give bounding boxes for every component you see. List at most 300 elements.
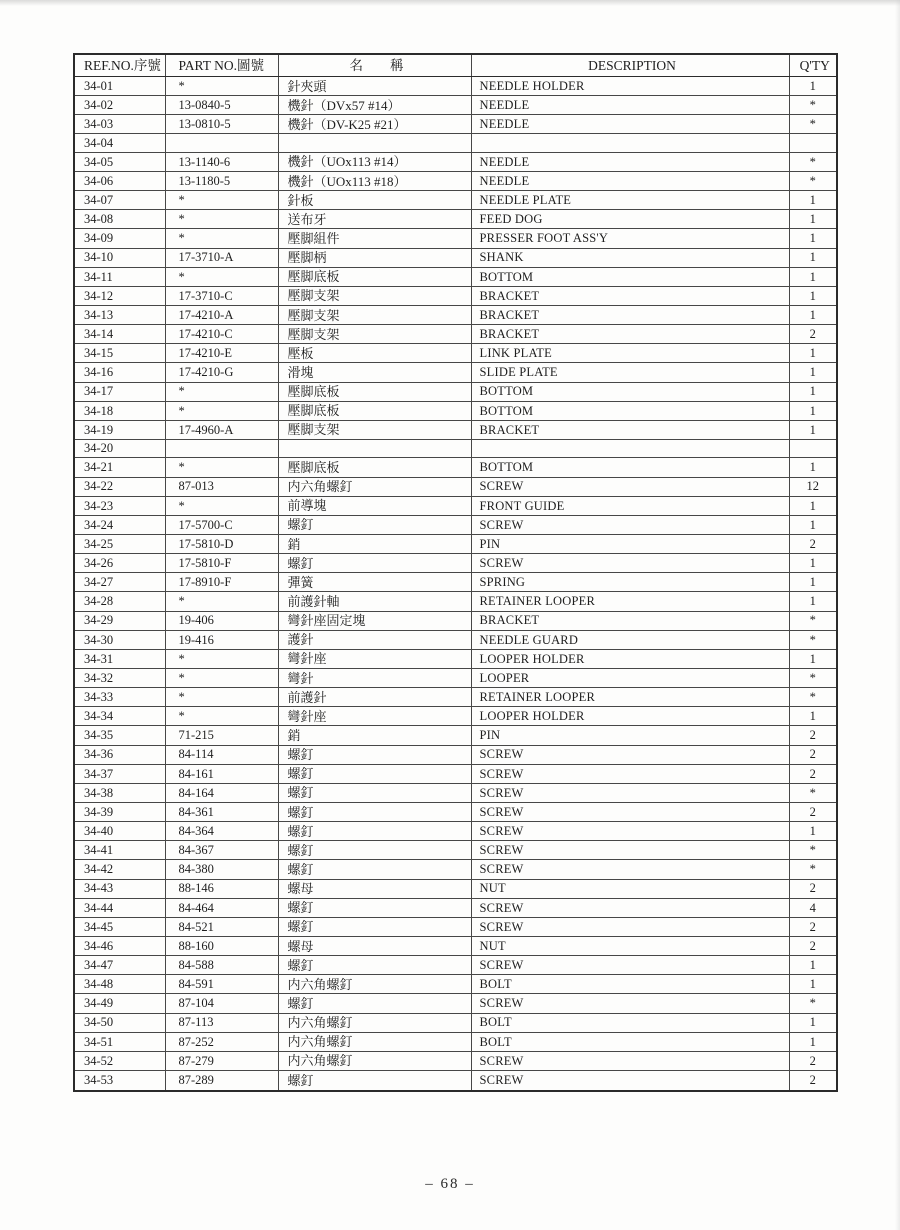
cell-name: 螺釘 bbox=[278, 764, 471, 783]
cell-description: SCREW bbox=[471, 477, 789, 496]
cell-ref-no: 34-21 bbox=[74, 458, 165, 477]
cell-name bbox=[278, 134, 471, 152]
cell-ref-no: 34-05 bbox=[74, 152, 165, 171]
table-row bbox=[74, 783, 837, 802]
table-row bbox=[74, 515, 837, 534]
cell-qty: 1 bbox=[789, 306, 837, 325]
cell-description: BOTTOM bbox=[471, 401, 789, 420]
cell-ref-no: 34-22 bbox=[74, 477, 165, 496]
cell-part-no: 87-113 bbox=[165, 1013, 278, 1032]
cell-ref-no: 34-19 bbox=[74, 420, 165, 439]
table-row bbox=[74, 630, 837, 649]
cell-part-no: * bbox=[165, 669, 278, 688]
cell-part-no: 84-591 bbox=[165, 975, 278, 994]
cell-name: 壓脚支架 bbox=[278, 306, 471, 325]
cell-part-no: 84-161 bbox=[165, 764, 278, 783]
cell-part-no: 84-364 bbox=[165, 822, 278, 841]
cell-description: NEEDLE HOLDER bbox=[471, 77, 789, 96]
cell-name: 内六角螺釘 bbox=[278, 1032, 471, 1051]
cell-name: 内六角螺釘 bbox=[278, 1051, 471, 1070]
cell-part-no: 84-380 bbox=[165, 860, 278, 879]
table-row bbox=[74, 975, 837, 994]
table-row bbox=[74, 592, 837, 611]
table-row bbox=[74, 496, 837, 515]
table-row bbox=[74, 440, 837, 458]
table-row bbox=[74, 477, 837, 496]
cell-qty: * bbox=[789, 172, 837, 191]
cell-description: BRACKET bbox=[471, 420, 789, 439]
cell-name: 壓脚支架 bbox=[278, 286, 471, 305]
cell-ref-no: 34-28 bbox=[74, 592, 165, 611]
cell-description: NEEDLE bbox=[471, 172, 789, 191]
cell-ref-no: 34-08 bbox=[74, 210, 165, 229]
cell-description: SCREW bbox=[471, 764, 789, 783]
cell-qty: 1 bbox=[789, 382, 837, 401]
cell-description bbox=[471, 440, 789, 458]
cell-ref-no: 34-37 bbox=[74, 764, 165, 783]
table-row bbox=[74, 611, 837, 630]
cell-part-no: * bbox=[165, 191, 278, 210]
table-row bbox=[74, 936, 837, 955]
cell-ref-no: 34-26 bbox=[74, 554, 165, 573]
cell-part-no: 87-104 bbox=[165, 994, 278, 1013]
cell-qty: 1 bbox=[789, 554, 837, 573]
table-row bbox=[74, 363, 837, 382]
cell-part-no: 84-588 bbox=[165, 956, 278, 975]
cell-ref-no: 34-06 bbox=[74, 172, 165, 191]
cell-description: LOOPER HOLDER bbox=[471, 649, 789, 668]
cell-qty: * bbox=[789, 860, 837, 879]
cell-description: SCREW bbox=[471, 1051, 789, 1070]
cell-description: BOTTOM bbox=[471, 382, 789, 401]
cell-description: LINK PLATE bbox=[471, 344, 789, 363]
cell-part-no: 13-1180-5 bbox=[165, 172, 278, 191]
cell-name: 壓脚柄 bbox=[278, 248, 471, 267]
cell-description: BOLT bbox=[471, 975, 789, 994]
column-header-part-no: PART NO.圖號 bbox=[165, 54, 278, 77]
cell-name: 螺釘 bbox=[278, 917, 471, 936]
table-row bbox=[74, 917, 837, 936]
cell-qty: 2 bbox=[789, 1070, 837, 1091]
cell-name: 彎針 bbox=[278, 669, 471, 688]
cell-part-no: 84-361 bbox=[165, 803, 278, 822]
cell-part-no: * bbox=[165, 649, 278, 668]
cell-description: SCREW bbox=[471, 554, 789, 573]
cell-qty: * bbox=[789, 783, 837, 802]
cell-ref-no: 34-29 bbox=[74, 611, 165, 630]
scan-edge-shadow-right bbox=[895, 0, 900, 1230]
cell-name: 機針（UOx113 #14） bbox=[278, 152, 471, 171]
cell-description: PRESSER FOOT ASS'Y bbox=[471, 229, 789, 248]
cell-ref-no: 34-42 bbox=[74, 860, 165, 879]
table-row bbox=[74, 1032, 837, 1051]
cell-name: 前導塊 bbox=[278, 496, 471, 515]
table-row bbox=[74, 306, 837, 325]
table-row bbox=[74, 344, 837, 363]
cell-ref-no: 34-03 bbox=[74, 115, 165, 134]
cell-description: PIN bbox=[471, 535, 789, 554]
cell-part-no: 84-114 bbox=[165, 745, 278, 764]
cell-qty: * bbox=[789, 611, 837, 630]
cell-part-no: 13-0840-5 bbox=[165, 96, 278, 115]
cell-part-no: * bbox=[165, 77, 278, 96]
cell-qty: 1 bbox=[789, 515, 837, 534]
parts-table-body bbox=[74, 77, 837, 1092]
cell-qty: * bbox=[789, 96, 837, 115]
cell-qty: 1 bbox=[789, 248, 837, 267]
cell-ref-no: 34-17 bbox=[74, 382, 165, 401]
table-row bbox=[74, 382, 837, 401]
cell-part-no: 17-8910-F bbox=[165, 573, 278, 592]
table-row bbox=[74, 860, 837, 879]
cell-description: SCREW bbox=[471, 515, 789, 534]
table-row bbox=[74, 115, 837, 134]
cell-name: 壓脚支架 bbox=[278, 325, 471, 344]
table-row bbox=[74, 994, 837, 1013]
cell-description: SCREW bbox=[471, 898, 789, 917]
cell-qty: * bbox=[789, 669, 837, 688]
cell-part-no: 17-5810-D bbox=[165, 535, 278, 554]
cell-ref-no: 34-38 bbox=[74, 783, 165, 802]
cell-qty: 1 bbox=[789, 956, 837, 975]
cell-qty: 1 bbox=[789, 420, 837, 439]
cell-name: 螺釘 bbox=[278, 956, 471, 975]
cell-description: SCREW bbox=[471, 994, 789, 1013]
cell-qty: 2 bbox=[789, 325, 837, 344]
cell-qty bbox=[789, 440, 837, 458]
cell-name: 内六角螺釘 bbox=[278, 975, 471, 994]
cell-ref-no: 34-10 bbox=[74, 248, 165, 267]
cell-qty: * bbox=[789, 630, 837, 649]
cell-name: 螺釘 bbox=[278, 860, 471, 879]
cell-ref-no: 34-02 bbox=[74, 96, 165, 115]
cell-part-no: * bbox=[165, 496, 278, 515]
cell-qty: 2 bbox=[789, 535, 837, 554]
cell-qty bbox=[789, 134, 837, 152]
column-header-description: DESCRIPTION bbox=[471, 54, 789, 77]
parts-table bbox=[73, 53, 838, 1092]
cell-description: SCREW bbox=[471, 860, 789, 879]
table-row bbox=[74, 191, 837, 210]
table-row bbox=[74, 898, 837, 917]
cell-qty: 12 bbox=[789, 477, 837, 496]
cell-description: NEEDLE PLATE bbox=[471, 191, 789, 210]
cell-name: 送布牙 bbox=[278, 210, 471, 229]
cell-name: 壓脚底板 bbox=[278, 382, 471, 401]
cell-ref-no: 34-31 bbox=[74, 649, 165, 668]
scan-edge-shadow-top bbox=[0, 0, 900, 6]
cell-name: 螺釘 bbox=[278, 898, 471, 917]
cell-ref-no: 34-53 bbox=[74, 1070, 165, 1091]
table-row bbox=[74, 401, 837, 420]
cell-description: BOLT bbox=[471, 1013, 789, 1032]
cell-qty: 1 bbox=[789, 822, 837, 841]
cell-description: SCREW bbox=[471, 917, 789, 936]
cell-qty: 2 bbox=[789, 726, 837, 745]
cell-part-no: 19-406 bbox=[165, 611, 278, 630]
cell-part-no: 17-4210-A bbox=[165, 306, 278, 325]
table-row bbox=[74, 77, 837, 96]
cell-ref-no: 34-12 bbox=[74, 286, 165, 305]
cell-part-no: 17-5810-F bbox=[165, 554, 278, 573]
table-row bbox=[74, 554, 837, 573]
table-row bbox=[74, 649, 837, 668]
cell-part-no: 87-279 bbox=[165, 1051, 278, 1070]
cell-part-no: * bbox=[165, 688, 278, 707]
cell-description: BRACKET bbox=[471, 286, 789, 305]
cell-qty: 1 bbox=[789, 1032, 837, 1051]
column-header-qty: Q'TY bbox=[789, 54, 837, 77]
cell-description: SCREW bbox=[471, 803, 789, 822]
cell-part-no: 17-4210-C bbox=[165, 325, 278, 344]
cell-qty: 1 bbox=[789, 707, 837, 726]
cell-name: 銷 bbox=[278, 535, 471, 554]
table-row bbox=[74, 420, 837, 439]
cell-qty: 1 bbox=[789, 401, 837, 420]
cell-description bbox=[471, 134, 789, 152]
cell-description: NUT bbox=[471, 879, 789, 898]
cell-name: 内六角螺釘 bbox=[278, 477, 471, 496]
cell-description: BOTTOM bbox=[471, 458, 789, 477]
cell-ref-no: 34-01 bbox=[74, 77, 165, 96]
cell-name: 壓脚底板 bbox=[278, 458, 471, 477]
table-row bbox=[74, 764, 837, 783]
cell-qty: 4 bbox=[789, 898, 837, 917]
cell-qty: 1 bbox=[789, 229, 837, 248]
column-header-ref-no: REF.NO.序號 bbox=[74, 54, 165, 77]
cell-description: RETAINER LOOPER bbox=[471, 592, 789, 611]
cell-ref-no: 34-15 bbox=[74, 344, 165, 363]
cell-description: NEEDLE bbox=[471, 96, 789, 115]
table-row bbox=[74, 707, 837, 726]
cell-qty: 1 bbox=[789, 77, 837, 96]
cell-ref-no: 34-35 bbox=[74, 726, 165, 745]
table-row bbox=[74, 745, 837, 764]
cell-ref-no: 34-23 bbox=[74, 496, 165, 515]
cell-ref-no: 34-43 bbox=[74, 879, 165, 898]
cell-qty: 1 bbox=[789, 286, 837, 305]
cell-description: NEEDLE bbox=[471, 152, 789, 171]
cell-description: SLIDE PLATE bbox=[471, 363, 789, 382]
table-row bbox=[74, 669, 837, 688]
cell-description: LOOPER HOLDER bbox=[471, 707, 789, 726]
cell-qty: 1 bbox=[789, 191, 837, 210]
cell-name: 前護針軸 bbox=[278, 592, 471, 611]
cell-name: 螺釘 bbox=[278, 803, 471, 822]
cell-part-no: 84-164 bbox=[165, 783, 278, 802]
cell-qty: 1 bbox=[789, 592, 837, 611]
cell-name: 壓脚組件 bbox=[278, 229, 471, 248]
cell-description: BOTTOM bbox=[471, 267, 789, 286]
cell-part-no: 13-0810-5 bbox=[165, 115, 278, 134]
cell-ref-no: 34-24 bbox=[74, 515, 165, 534]
cell-qty: * bbox=[789, 994, 837, 1013]
cell-description: BRACKET bbox=[471, 306, 789, 325]
cell-name: 壓脚支架 bbox=[278, 420, 471, 439]
cell-part-no: 13-1140-6 bbox=[165, 152, 278, 171]
cell-part-no bbox=[165, 440, 278, 458]
cell-description: SCREW bbox=[471, 956, 789, 975]
cell-name: 螺釘 bbox=[278, 745, 471, 764]
cell-description: BRACKET bbox=[471, 325, 789, 344]
cell-qty: 2 bbox=[789, 745, 837, 764]
cell-ref-no: 34-45 bbox=[74, 917, 165, 936]
table-row bbox=[74, 458, 837, 477]
cell-ref-no: 34-04 bbox=[74, 134, 165, 152]
cell-part-no: 17-4210-G bbox=[165, 363, 278, 382]
cell-name: 螺釘 bbox=[278, 841, 471, 860]
cell-qty: * bbox=[789, 688, 837, 707]
cell-part-no bbox=[165, 134, 278, 152]
cell-qty: 1 bbox=[789, 496, 837, 515]
cell-qty: * bbox=[789, 115, 837, 134]
cell-part-no: * bbox=[165, 267, 278, 286]
cell-name: 針夾頭 bbox=[278, 77, 471, 96]
cell-description: SPRING bbox=[471, 573, 789, 592]
cell-part-no: * bbox=[165, 229, 278, 248]
cell-part-no: 17-5700-C bbox=[165, 515, 278, 534]
cell-part-no: 17-3710-A bbox=[165, 248, 278, 267]
cell-qty: 1 bbox=[789, 649, 837, 668]
table-row bbox=[74, 229, 837, 248]
cell-description: FEED DOG bbox=[471, 210, 789, 229]
cell-name: 機針（DVx57 #14） bbox=[278, 96, 471, 115]
cell-qty: 1 bbox=[789, 363, 837, 382]
cell-qty: 1 bbox=[789, 458, 837, 477]
cell-ref-no: 34-32 bbox=[74, 669, 165, 688]
cell-description: NUT bbox=[471, 936, 789, 955]
cell-name: 前護針 bbox=[278, 688, 471, 707]
table-row bbox=[74, 726, 837, 745]
cell-ref-no: 34-33 bbox=[74, 688, 165, 707]
cell-ref-no: 34-41 bbox=[74, 841, 165, 860]
cell-name: 彎針座 bbox=[278, 649, 471, 668]
cell-ref-no: 34-48 bbox=[74, 975, 165, 994]
cell-description: BOLT bbox=[471, 1032, 789, 1051]
cell-part-no: 71-215 bbox=[165, 726, 278, 745]
cell-ref-no: 34-20 bbox=[74, 440, 165, 458]
table-row bbox=[74, 96, 837, 115]
cell-ref-no: 34-07 bbox=[74, 191, 165, 210]
table-row bbox=[74, 1051, 837, 1070]
cell-name: 機針（UOx113 #18） bbox=[278, 172, 471, 191]
cell-name: 螺釘 bbox=[278, 1070, 471, 1091]
table-row bbox=[74, 822, 837, 841]
cell-part-no: 17-3710-C bbox=[165, 286, 278, 305]
cell-name: 壓脚底板 bbox=[278, 267, 471, 286]
cell-part-no: * bbox=[165, 707, 278, 726]
cell-name: 針板 bbox=[278, 191, 471, 210]
cell-qty: 1 bbox=[789, 267, 837, 286]
cell-name: 螺釘 bbox=[278, 994, 471, 1013]
cell-ref-no: 34-40 bbox=[74, 822, 165, 841]
cell-name: 内六角螺釘 bbox=[278, 1013, 471, 1032]
cell-part-no: 84-464 bbox=[165, 898, 278, 917]
cell-name: 螺母 bbox=[278, 936, 471, 955]
table-row bbox=[74, 286, 837, 305]
cell-part-no: 17-4960-A bbox=[165, 420, 278, 439]
cell-part-no: 87-013 bbox=[165, 477, 278, 496]
table-row bbox=[74, 134, 837, 152]
cell-name: 螺釘 bbox=[278, 783, 471, 802]
cell-description: FRONT GUIDE bbox=[471, 496, 789, 515]
cell-description: SCREW bbox=[471, 1070, 789, 1091]
cell-ref-no: 34-34 bbox=[74, 707, 165, 726]
cell-ref-no: 34-30 bbox=[74, 630, 165, 649]
cell-name: 機針（DV-K25 #21） bbox=[278, 115, 471, 134]
cell-ref-no: 34-14 bbox=[74, 325, 165, 344]
cell-description: SCREW bbox=[471, 745, 789, 764]
cell-name: 滑塊 bbox=[278, 363, 471, 382]
cell-part-no: 87-252 bbox=[165, 1032, 278, 1051]
cell-description: BRACKET bbox=[471, 611, 789, 630]
cell-part-no: 19-416 bbox=[165, 630, 278, 649]
cell-name: 壓脚底板 bbox=[278, 401, 471, 420]
cell-ref-no: 34-18 bbox=[74, 401, 165, 420]
table-row bbox=[74, 152, 837, 171]
table-row bbox=[74, 248, 837, 267]
table-row bbox=[74, 267, 837, 286]
cell-qty: 1 bbox=[789, 1013, 837, 1032]
cell-name: 銷 bbox=[278, 726, 471, 745]
cell-qty: 2 bbox=[789, 803, 837, 822]
cell-ref-no: 34-51 bbox=[74, 1032, 165, 1051]
cell-ref-no: 34-13 bbox=[74, 306, 165, 325]
cell-part-no: * bbox=[165, 592, 278, 611]
cell-ref-no: 34-27 bbox=[74, 573, 165, 592]
cell-qty: 1 bbox=[789, 573, 837, 592]
cell-ref-no: 34-52 bbox=[74, 1051, 165, 1070]
cell-name: 彎針座固定塊 bbox=[278, 611, 471, 630]
table-row bbox=[74, 879, 837, 898]
cell-description: PIN bbox=[471, 726, 789, 745]
table-row bbox=[74, 1013, 837, 1032]
cell-name bbox=[278, 440, 471, 458]
cell-description: SCREW bbox=[471, 822, 789, 841]
cell-ref-no: 34-39 bbox=[74, 803, 165, 822]
cell-description: NEEDLE GUARD bbox=[471, 630, 789, 649]
table-row bbox=[74, 210, 837, 229]
cell-ref-no: 34-25 bbox=[74, 535, 165, 554]
cell-ref-no: 34-16 bbox=[74, 363, 165, 382]
table-header-row bbox=[74, 54, 837, 77]
cell-qty: 2 bbox=[789, 917, 837, 936]
cell-part-no: * bbox=[165, 401, 278, 420]
cell-description: NEEDLE bbox=[471, 115, 789, 134]
cell-qty: 2 bbox=[789, 879, 837, 898]
cell-qty: * bbox=[789, 152, 837, 171]
cell-name: 護針 bbox=[278, 630, 471, 649]
cell-ref-no: 34-09 bbox=[74, 229, 165, 248]
cell-qty: 1 bbox=[789, 975, 837, 994]
cell-name: 彈簧 bbox=[278, 573, 471, 592]
cell-name: 螺母 bbox=[278, 879, 471, 898]
cell-description: SCREW bbox=[471, 783, 789, 802]
cell-part-no: * bbox=[165, 382, 278, 401]
cell-ref-no: 34-36 bbox=[74, 745, 165, 764]
cell-ref-no: 34-50 bbox=[74, 1013, 165, 1032]
cell-description: LOOPER bbox=[471, 669, 789, 688]
page-number: – 68 – bbox=[425, 1176, 475, 1192]
cell-ref-no: 34-44 bbox=[74, 898, 165, 917]
cell-ref-no: 34-47 bbox=[74, 956, 165, 975]
cell-description: SCREW bbox=[471, 841, 789, 860]
cell-name: 彎針座 bbox=[278, 707, 471, 726]
cell-ref-no: 34-49 bbox=[74, 994, 165, 1013]
cell-name: 螺釘 bbox=[278, 822, 471, 841]
cell-qty: 2 bbox=[789, 764, 837, 783]
column-header-name: 名 稱 bbox=[278, 54, 471, 77]
